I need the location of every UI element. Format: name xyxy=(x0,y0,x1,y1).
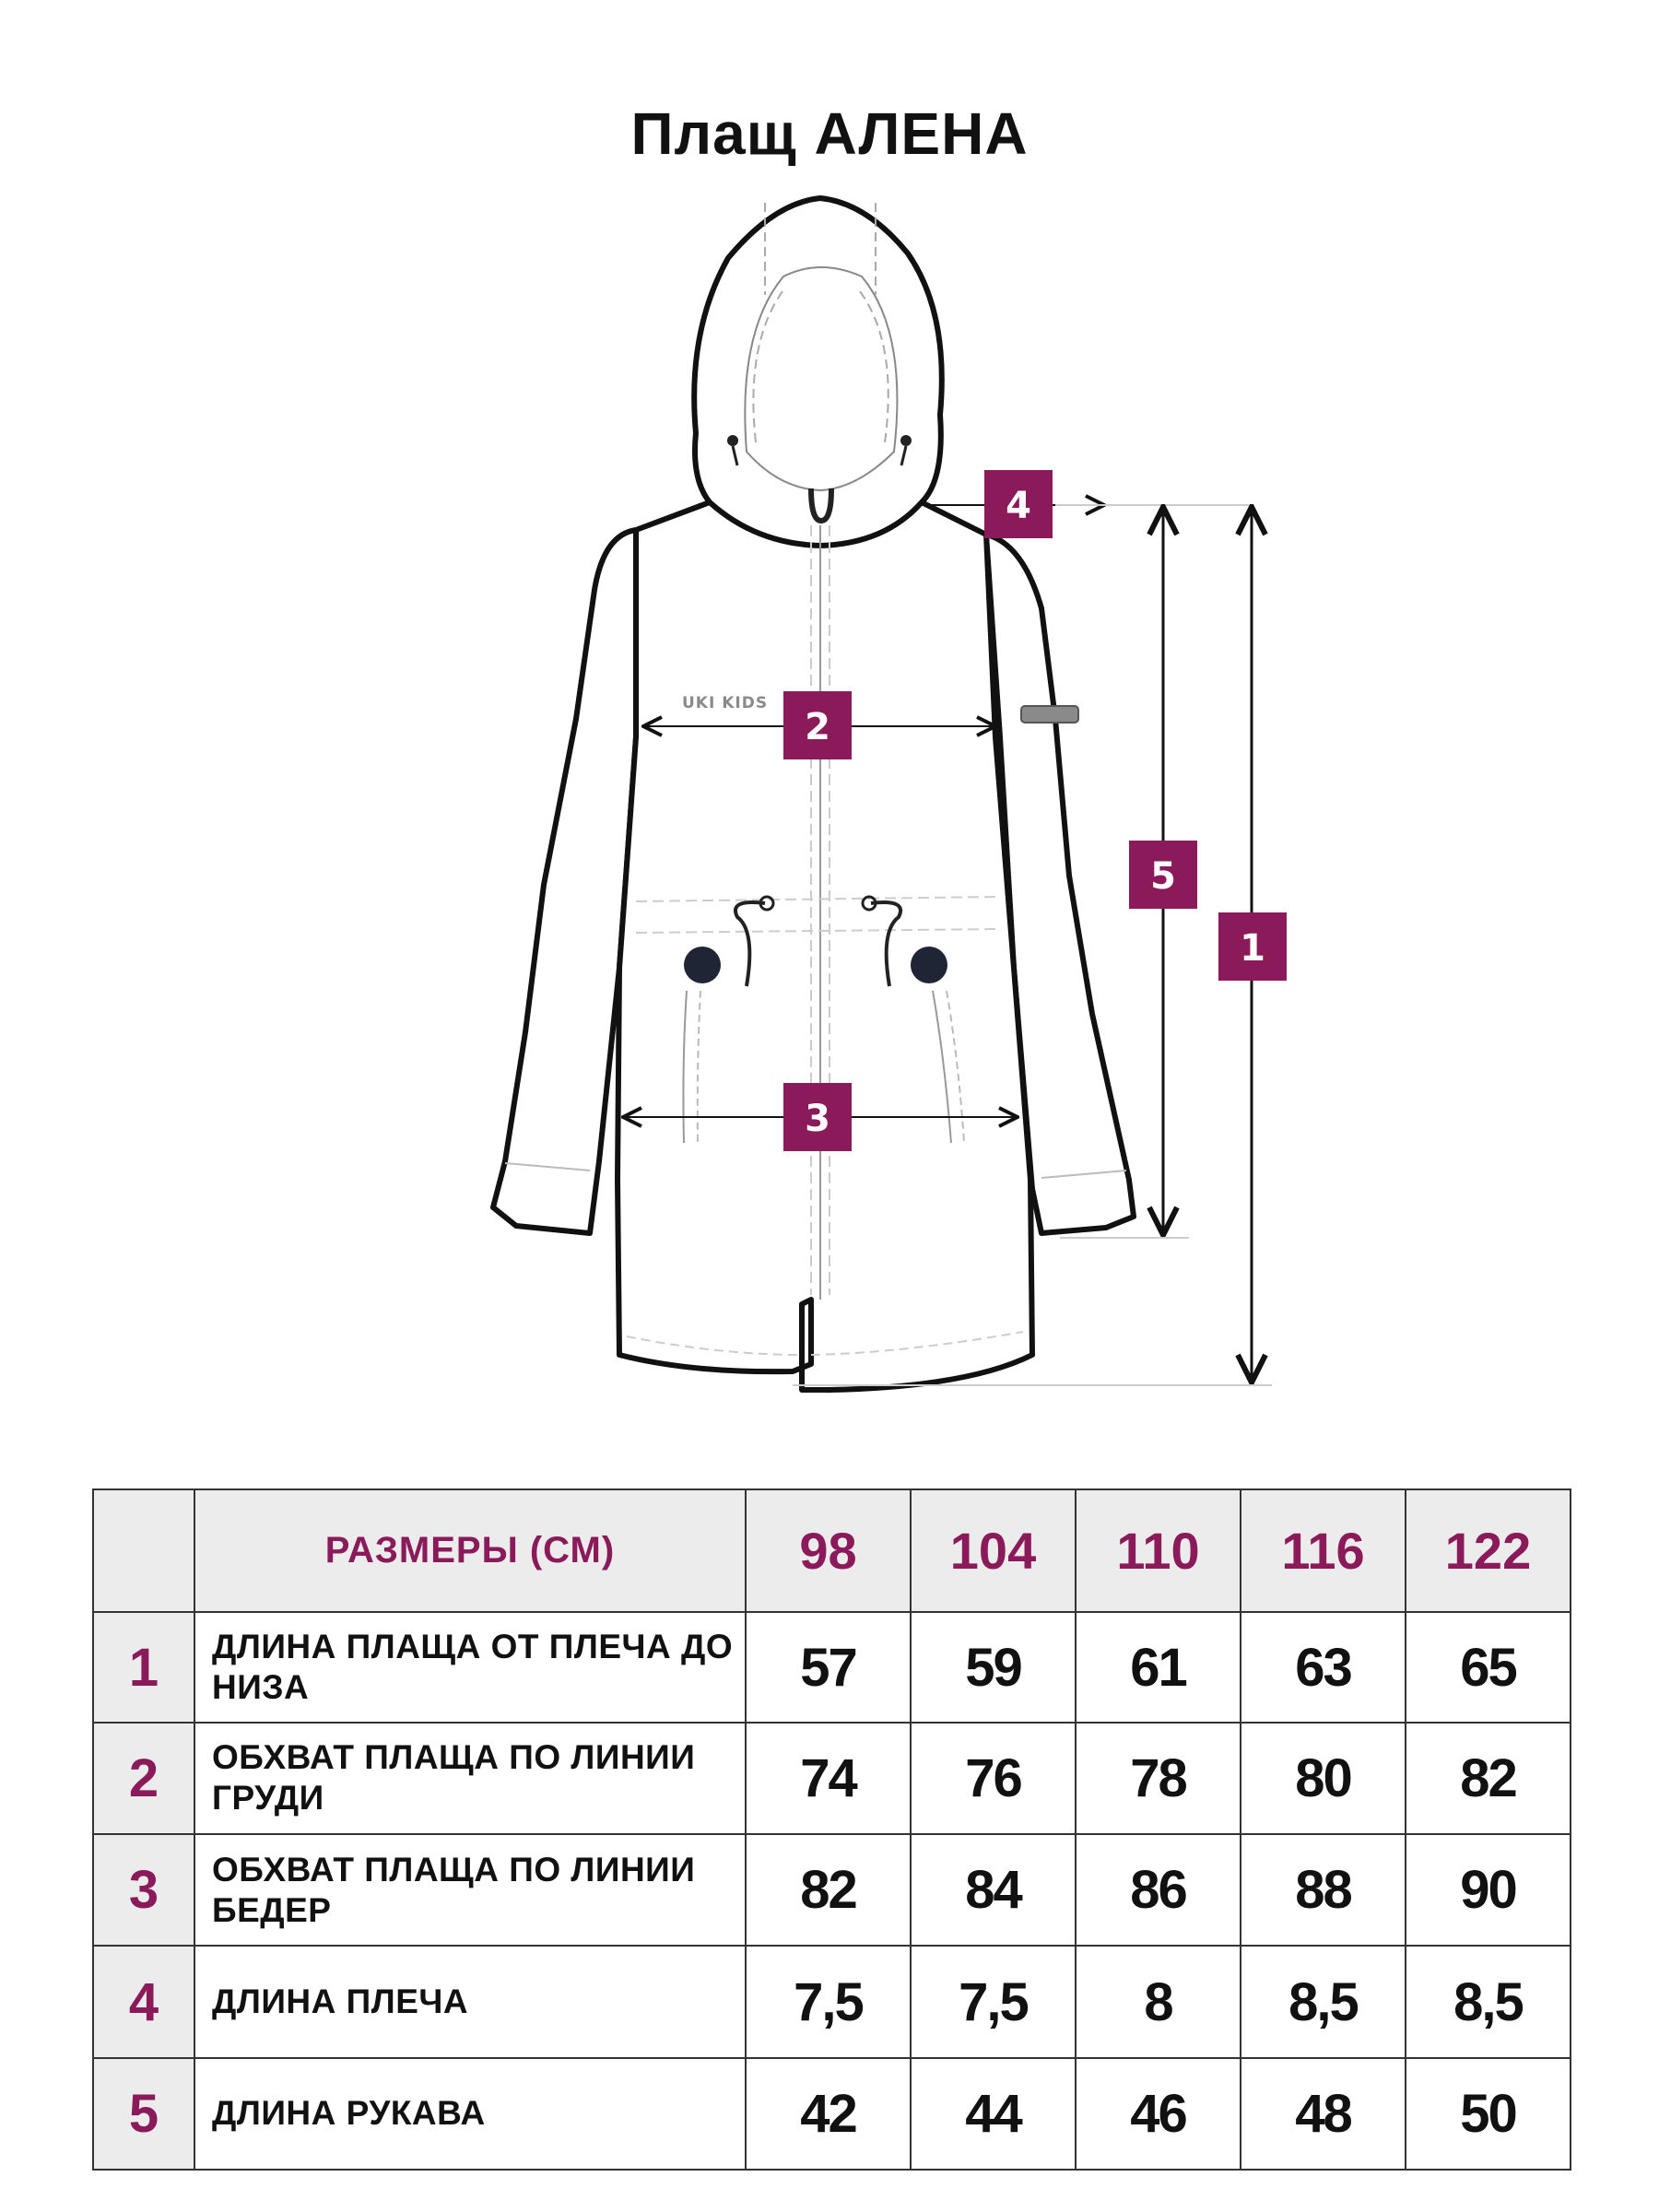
table-row xyxy=(93,1723,1571,1834)
sleeve-patch xyxy=(1021,706,1078,723)
row-value: 8,5 xyxy=(1241,1946,1406,2057)
badge-5 xyxy=(1129,841,1197,909)
row-value: 50 xyxy=(1406,2058,1571,2170)
row-value: 48 xyxy=(1241,2058,1406,2170)
brand-label: UKI KIDS xyxy=(682,694,769,712)
header-corner-cell xyxy=(93,1489,194,1612)
row-value: 65 xyxy=(1406,1612,1571,1722)
row-value: 44 xyxy=(911,2058,1076,2170)
badge-1 xyxy=(1218,912,1287,981)
row-value: 59 xyxy=(911,1612,1076,1722)
row-value: 88 xyxy=(1241,1834,1406,1946)
row-value: 74 xyxy=(746,1723,911,1834)
hood-toggle-right xyxy=(900,435,912,446)
header-size: 116 xyxy=(1241,1489,1406,1612)
coat-body xyxy=(618,502,1032,1390)
row-label: ОБХВАТ ПЛАЩА ПО ЛИНИИ ГРУДИ xyxy=(194,1723,746,1834)
button-right xyxy=(911,947,947,983)
row-value: 82 xyxy=(746,1834,911,1946)
row-label: ДЛИНА РУКАВА xyxy=(194,2058,746,2170)
row-value: 84 xyxy=(911,1834,1076,1946)
svg-text:4: 4 xyxy=(1006,485,1031,527)
row-number: 5 xyxy=(93,2058,194,2170)
row-number: 3 xyxy=(93,1834,194,1946)
table-row xyxy=(93,1946,1571,2057)
table-row xyxy=(93,1834,1571,1946)
row-value: 42 xyxy=(746,2058,911,2170)
row-number: 1 xyxy=(93,1612,194,1722)
row-value: 61 xyxy=(1076,1612,1241,1722)
header-size: 98 xyxy=(746,1489,911,1612)
row-value: 8 xyxy=(1076,1946,1241,2057)
svg-text:2: 2 xyxy=(805,706,830,748)
table-row xyxy=(93,1612,1571,1722)
row-label: ДЛИНА ПЛАЩА ОТ ПЛЕЧА ДО НИЗА xyxy=(194,1612,746,1722)
row-label: ДЛИНА ПЛЕЧА xyxy=(194,1946,746,2057)
row-number: 2 xyxy=(93,1723,194,1834)
page-title: Плащ АЛЕНА xyxy=(630,100,1029,167)
coat-left-sleeve xyxy=(493,530,636,1233)
svg-text:3: 3 xyxy=(805,1098,830,1140)
row-value: 86 xyxy=(1076,1834,1241,1946)
row-value: 82 xyxy=(1406,1723,1571,1834)
header-label: РАЗМЕРЫ (СМ) xyxy=(194,1489,746,1612)
row-value: 90 xyxy=(1406,1834,1571,1946)
row-value: 8,5 xyxy=(1406,1946,1571,2057)
badge-4 xyxy=(984,470,1053,538)
button-left xyxy=(684,947,721,983)
row-value: 63 xyxy=(1241,1612,1406,1722)
svg-text:1: 1 xyxy=(1240,927,1265,970)
badge-3 xyxy=(783,1083,852,1151)
row-value: 78 xyxy=(1076,1723,1241,1834)
badge-2 xyxy=(783,691,852,759)
table-header-row xyxy=(93,1489,1571,1612)
svg-text:5: 5 xyxy=(1150,855,1176,898)
size-table xyxy=(92,1488,1571,2171)
row-value: 7,5 xyxy=(746,1946,911,2057)
row-number: 4 xyxy=(93,1946,194,2057)
row-value: 76 xyxy=(911,1723,1076,1834)
hood-toggle-left xyxy=(727,435,738,446)
coat-hood-opening xyxy=(745,267,897,490)
row-value: 46 xyxy=(1076,2058,1241,2170)
row-value: 80 xyxy=(1241,1723,1406,1834)
table-row xyxy=(93,2058,1571,2170)
header-size: 104 xyxy=(911,1489,1076,1612)
header-size: 110 xyxy=(1076,1489,1241,1612)
row-value: 57 xyxy=(746,1612,911,1722)
row-label: ОБХВАТ ПЛАЩА ПО ЛИНИИ БЕДЕР xyxy=(194,1834,746,1946)
row-value: 7,5 xyxy=(911,1946,1076,2057)
header-size: 122 xyxy=(1406,1489,1571,1612)
